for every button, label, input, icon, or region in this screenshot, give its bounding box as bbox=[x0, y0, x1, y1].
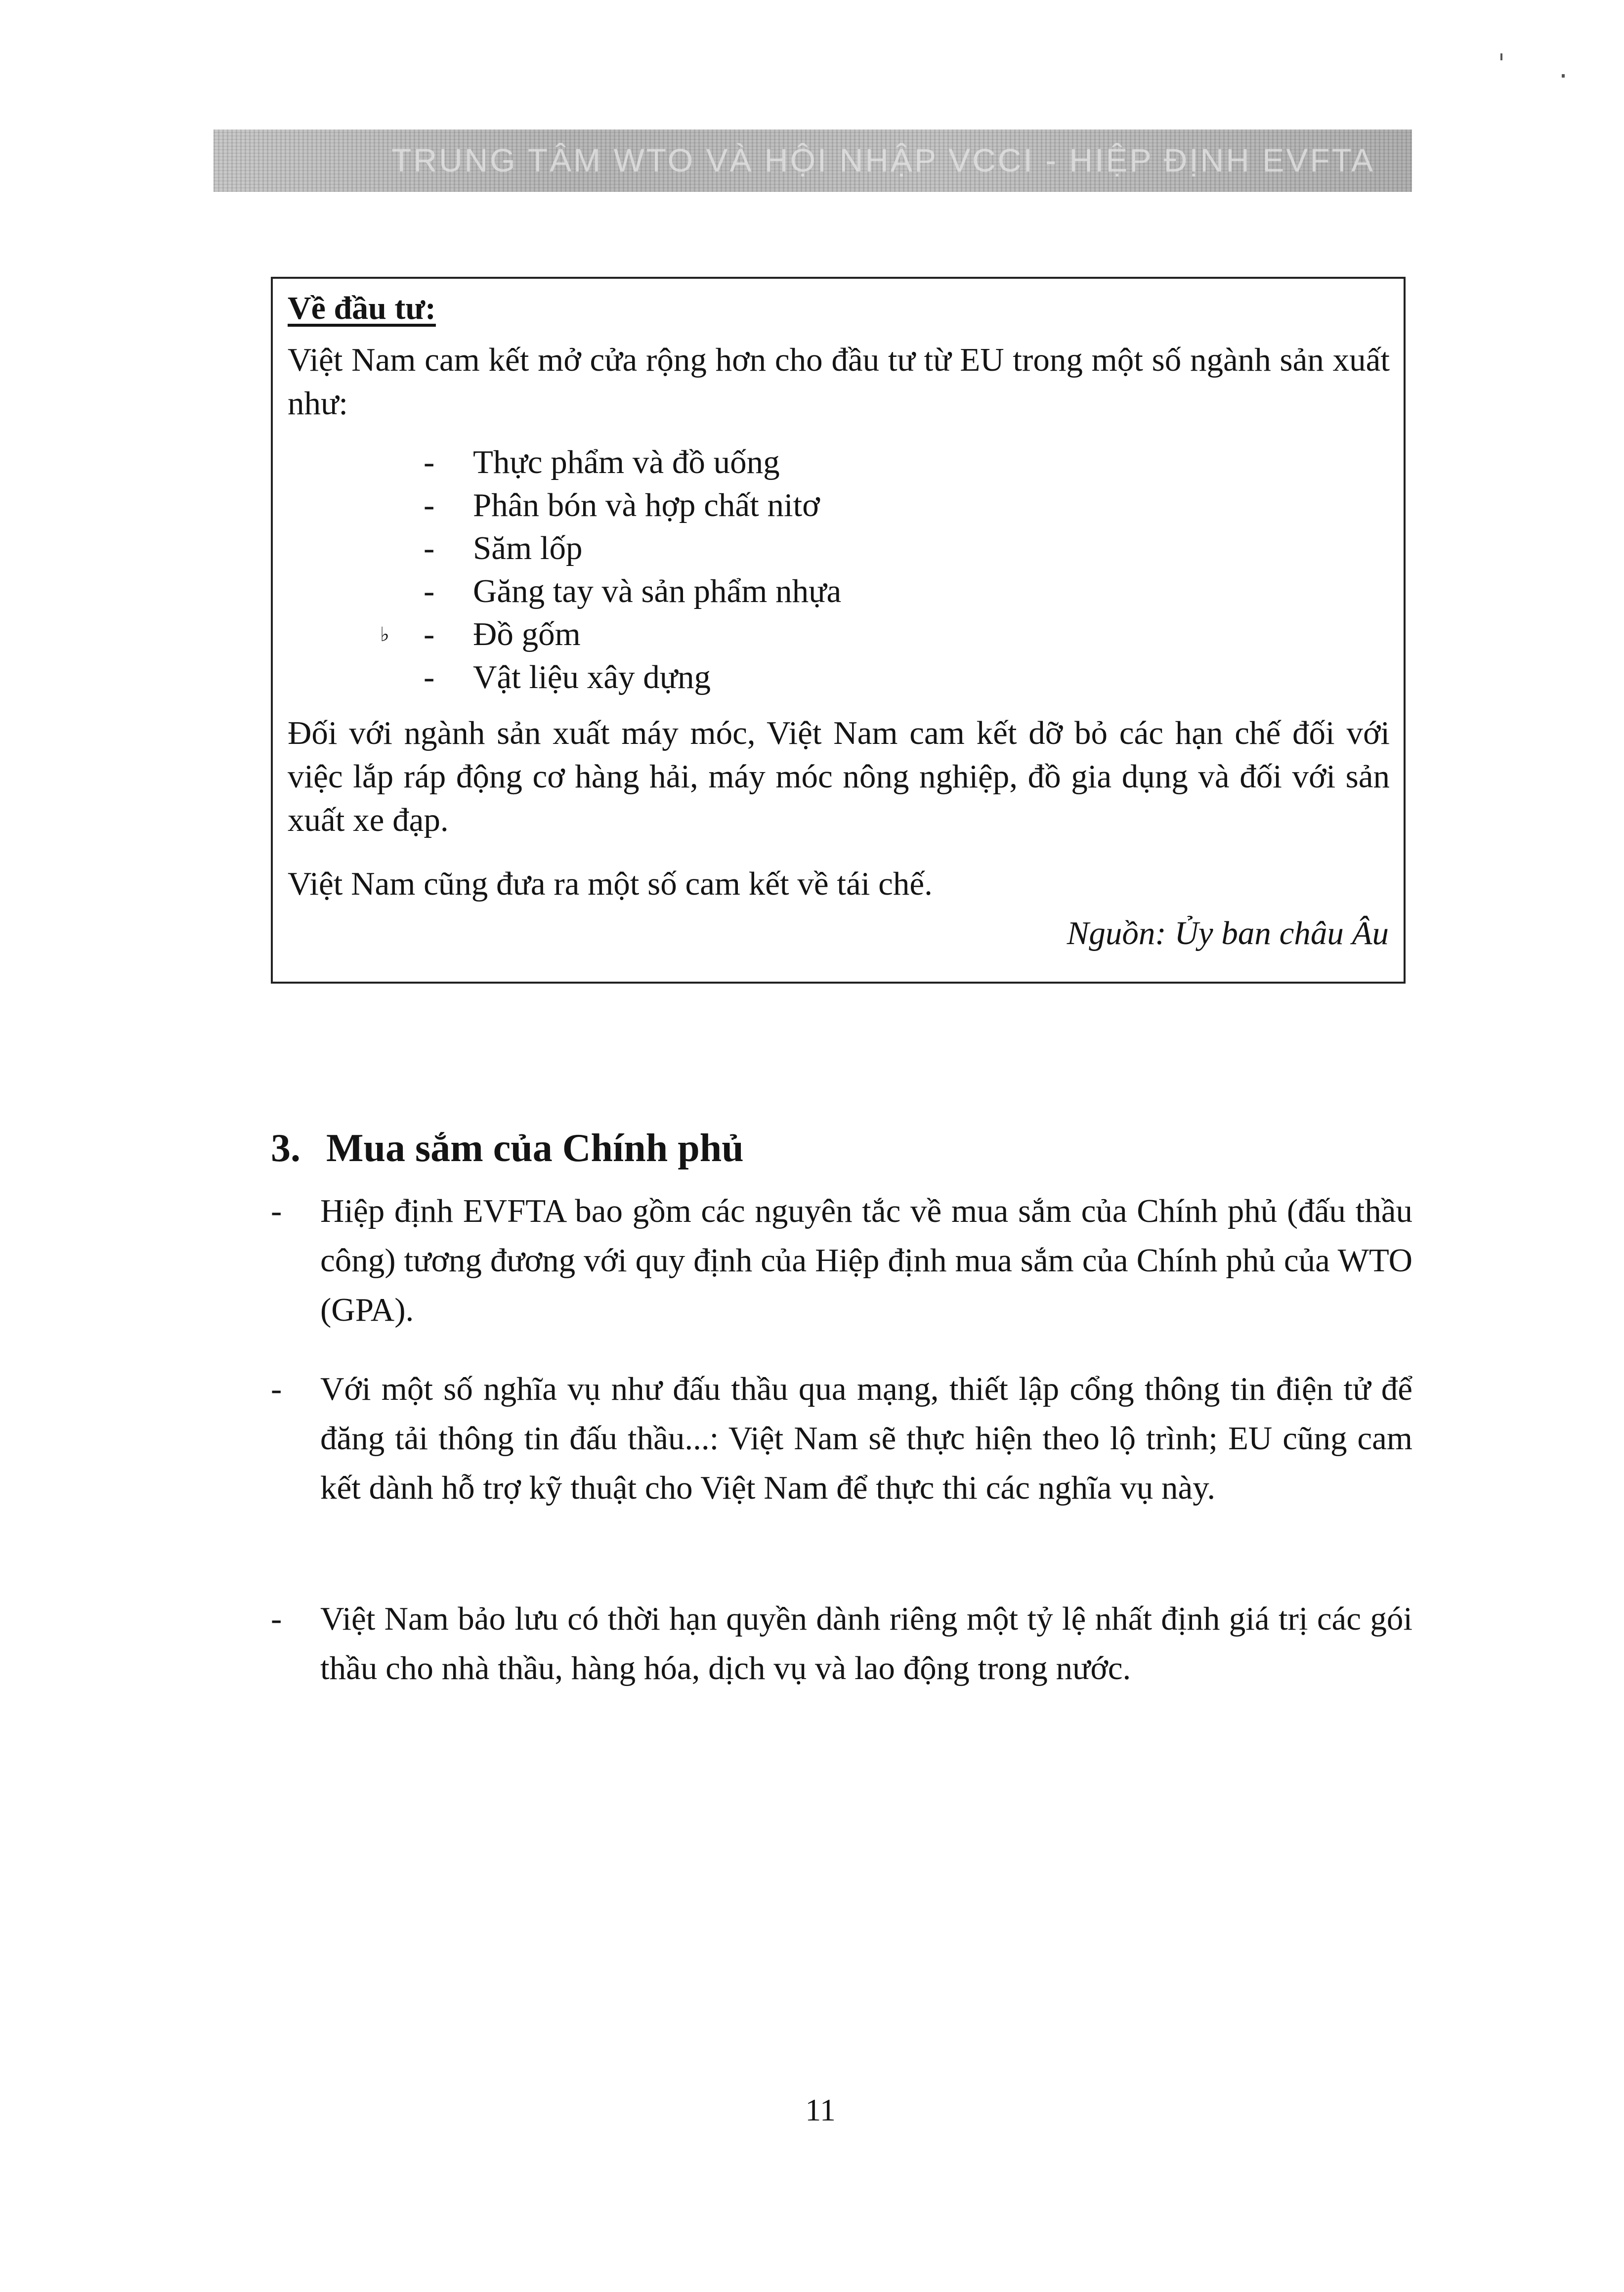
box-title: Về đầu tư: bbox=[288, 290, 436, 326]
box-intro: Việt Nam cam kết mở cửa rộng hơn cho đầu tư từ EU trong một số ngành sản xuất như: bbox=[288, 342, 1390, 422]
list-item: - Phân bón và hợp chất nitơ bbox=[424, 484, 841, 527]
box-machinery: Đối với ngành sản xuất máy móc, Việt Nam cam kết dỡ bỏ các hạn chế đối với việc lắp ráp động cơ hàng hải, máy móc nông nghiệp, đồ gia dụng và đối với sản xuất xe đạp. bbox=[288, 715, 1390, 838]
page-number: 11 bbox=[805, 2092, 836, 2127]
stray-mark: - ♭ bbox=[380, 623, 389, 646]
sector-list bbox=[380, 441, 842, 699]
bullet-text: Với một số nghĩa vụ như đấu thầu qua mạng, thiết lập cổng thông tin điện tử để đăng tải thông tin đấu thầu...: Việt Nam sẽ thực hiện theo lộ trình; EU cũng cam kết dành hỗ trợ kỹ thuật cho Việt Nam để thực thi các nghĩa vụ này. bbox=[320, 1371, 1412, 1506]
list-item: - Găng tay và sản phẩm nhựa bbox=[424, 570, 841, 613]
bullet-item bbox=[271, 1364, 1412, 1513]
list-item: - Săm lốp bbox=[424, 527, 841, 570]
bullet-dash: - bbox=[271, 1600, 282, 1637]
bullet-text: Việt Nam bảo lưu có thời hạn quyền dành riêng một tỷ lệ nhất định giá trị các gói thầu cho nhà thầu, hàng hóa, dịch vụ và lao động trong nước. bbox=[320, 1600, 1412, 1687]
bullet-text: Hiệp định EVFTA bao gồm các nguyên tắc về mua sắm của Chính phủ (đấu thầu công) tương đương với quy định của Hiệp định mua sắm của Chính phủ của WTO (GPA). bbox=[320, 1193, 1412, 1328]
bullet-dash: - bbox=[271, 1371, 282, 1407]
section-title: Mua sắm của Chính phủ bbox=[326, 1126, 744, 1170]
bullet-item bbox=[271, 1186, 1412, 1335]
scan-mark bbox=[1500, 53, 1502, 60]
scan-mark bbox=[1562, 74, 1565, 78]
list-item: - Vật liệu xây dựng bbox=[424, 656, 841, 699]
box-source: Nguồn: Ủy ban châu Âu bbox=[1067, 915, 1389, 951]
box-recycling: Việt Nam cũng đưa ra một số cam kết về tái chế. bbox=[288, 865, 933, 902]
bullet-item bbox=[271, 1594, 1412, 1693]
bullet-dash: - bbox=[271, 1193, 282, 1229]
section-heading bbox=[271, 1126, 744, 1171]
header-banner-text: TRUNG TÂM WTO VÀ HỘI NHẬP VCCI - HIỆP ĐỊNH EVFTA bbox=[391, 142, 1375, 178]
list-item-text: Đồ gốm bbox=[473, 616, 581, 652]
investment-box bbox=[271, 277, 1406, 984]
list-item: - Thực phẩm và đồ uống bbox=[424, 441, 841, 484]
section-number: 3. bbox=[271, 1126, 300, 1170]
list-item bbox=[380, 613, 841, 656]
header-banner bbox=[214, 130, 1412, 192]
